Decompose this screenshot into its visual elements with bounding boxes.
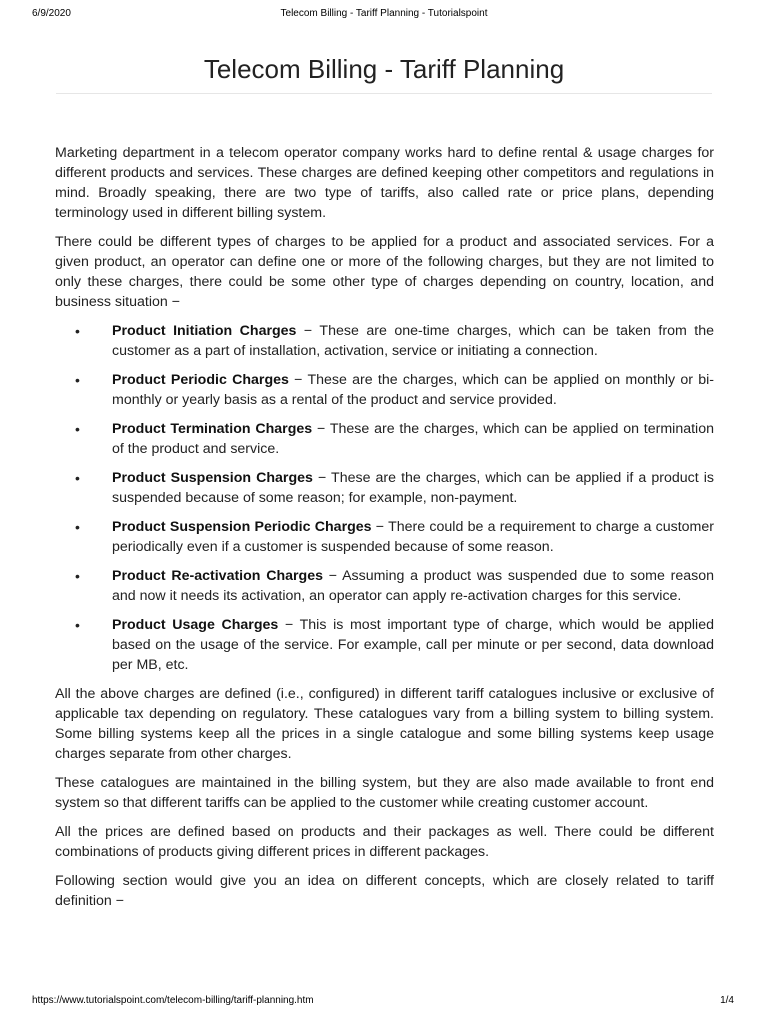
charge-term: Product Initiation Charges (112, 323, 297, 339)
list-item (75, 370, 714, 410)
bullet-icon: • (75, 470, 80, 486)
charge-description: − These are one-time charges, which can be taken from the customer as a part of installation, activation, service or initiating a connection. (112, 323, 715, 359)
following-section-paragraph: Following section would give you an idea on different concepts, which are closely related to tariff definition − (55, 873, 714, 909)
page-title: Telecom Billing - Tariff Planning (203, 54, 565, 84)
print-footer (24, 995, 744, 1009)
list-item (75, 517, 714, 557)
list-item (75, 468, 714, 508)
charge-description: − These are the charges, which can be applied if a product is suspended because of some reason; for example, non-payment. (112, 470, 714, 506)
bullet-icon: • (75, 372, 80, 388)
charge-term: Product Usage Charges (112, 617, 279, 633)
list-item (75, 321, 715, 361)
bullet-icon: • (75, 421, 80, 437)
page-url: https://www.tutorialspoint.com/telecom-billing/tariff-planning.htm (32, 995, 314, 1006)
article-body (55, 143, 714, 920)
bullet-icon: • (75, 568, 80, 584)
charge-description: − Assuming a product was suspended due to some reason and now it needs its activation, an operator can apply re-activation charges for this service. (112, 568, 714, 604)
catalogue-paragraph: All the above charges are defined (i.e., configured) in different tariff catalogues inclusive or exclusive of applicable tax depending on regulatory. These catalogues vary from a billing system to billing system. Some billing systems keep all the prices in a single catalogue and some billing systems keep usage charges separate from other charges. (55, 686, 714, 762)
charge-description: − There could be a requirement to charge a customer periodically even if a customer is suspended because of some reason. (112, 519, 714, 555)
bullet-icon: • (75, 617, 80, 633)
print-header (24, 8, 744, 22)
intro-paragraph: Marketing department in a telecom operator company works hard to define rental & usage charges for different products and services. These charges are defined keeping other competitors and regulations in mind. Broadly speaking, there are two type of tariffs, also called rate or price plans, depending terminology used in different billing system. (55, 145, 714, 221)
list-item (75, 566, 714, 606)
charge-description: − These are the charges, which can be applied on termination of the product and service. (112, 421, 714, 457)
charges-intro-paragraph: There could be different types of charges to be applied for a product and associated services. For a given product, an operator can define one or more of the following charges, but they are not limited to only these charges, there could be some other type of charges depending on country, location, and business situation − (55, 234, 714, 310)
charge-term: Product Periodic Charges (112, 372, 289, 388)
print-date: 6/9/2020 (32, 8, 71, 19)
charge-description: − These are the charges, which can be applied on monthly or bi-monthly or yearly basis as a rental of the product and service provided. (112, 372, 714, 408)
charge-term: Product Suspension Periodic Charges (112, 519, 372, 535)
charge-term: Product Suspension Charges (112, 470, 313, 486)
charge-description: − This is most important type of charge, which would be applied based on the usage of the service. For example, call per minute or per second, data download per MB, etc. (112, 617, 714, 673)
front-end-paragraph: These catalogues are maintained in the billing system, but they are also made available to front end system so that different tariffs can be applied to the customer while creating customer account. (55, 775, 714, 811)
title-divider (56, 93, 712, 94)
packages-paragraph: All the prices are defined based on products and their packages as well. There could be different combinations of products giving different prices in different packages. (55, 824, 714, 860)
charges-list (55, 321, 714, 675)
print-title: Telecom Billing - Tariff Planning - Tutorialspoint (280, 8, 488, 19)
list-item (75, 419, 714, 459)
bullet-icon: • (75, 519, 80, 535)
list-item (75, 615, 714, 675)
charge-term: Product Re-activation Charges (112, 568, 324, 584)
bullet-icon: • (75, 323, 80, 339)
charge-term: Product Termination Charges (112, 421, 313, 437)
page-number: 1/4 (720, 995, 734, 1006)
